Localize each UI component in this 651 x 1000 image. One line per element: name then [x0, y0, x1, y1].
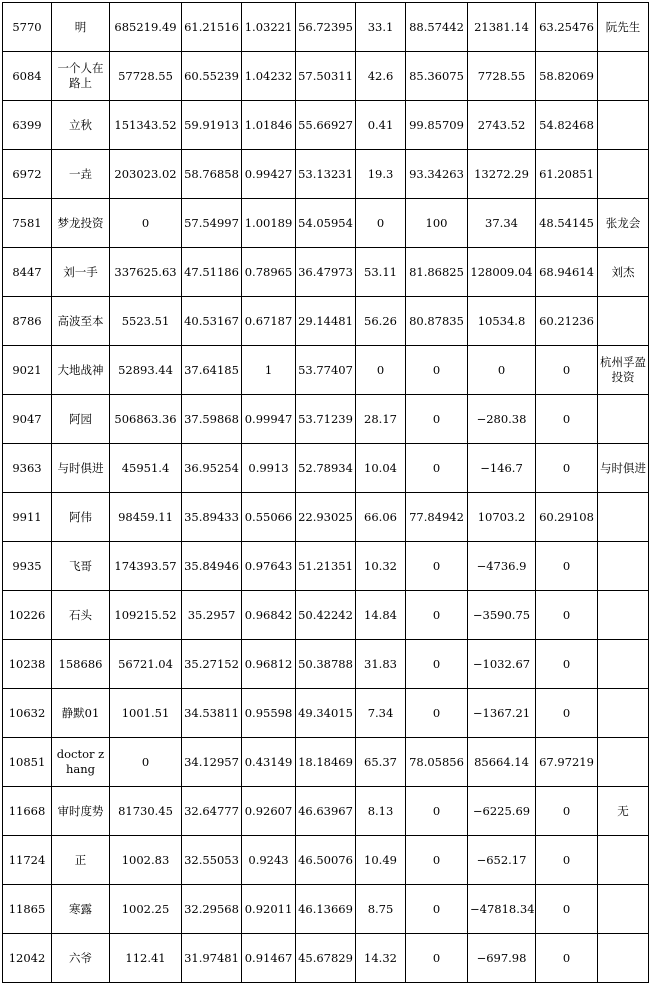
id-cell: 10238: [3, 640, 52, 689]
value-cell: 1002.83: [110, 836, 182, 885]
table-row: [3, 689, 649, 738]
profit-cell: 13272.29: [468, 150, 536, 199]
profit-cell: −652.17: [468, 836, 536, 885]
note-cell: [598, 52, 649, 101]
id-cell: 9363: [3, 444, 52, 493]
note-cell: [598, 738, 649, 787]
note-cell: [598, 885, 649, 934]
index-cell: 0: [536, 836, 598, 885]
id-cell: 9047: [3, 395, 52, 444]
pct-cell: 52.78934: [296, 444, 356, 493]
rate-cell: 19.3: [356, 150, 406, 199]
score-cell: 31.97481: [182, 934, 242, 983]
note-cell: [598, 297, 649, 346]
profit-cell: 2743.52: [468, 101, 536, 150]
pct-cell: 50.38788: [296, 640, 356, 689]
ratio-cell: 0.99947: [242, 395, 296, 444]
note-cell: [598, 542, 649, 591]
pct-cell: 18.18469: [296, 738, 356, 787]
table-row: [3, 52, 649, 101]
percent-cell: 99.85709: [406, 101, 468, 150]
note-cell: 刘杰: [598, 248, 649, 297]
percent-cell: 0: [406, 885, 468, 934]
percent-cell: 0: [406, 346, 468, 395]
table-row: [3, 101, 649, 150]
profit-cell: −1367.21: [468, 689, 536, 738]
rate-cell: 66.06: [356, 493, 406, 542]
percent-cell: 85.36075: [406, 52, 468, 101]
pct-cell: 46.13669: [296, 885, 356, 934]
score-cell: 58.76858: [182, 150, 242, 199]
percent-cell: 81.86825: [406, 248, 468, 297]
note-cell: [598, 101, 649, 150]
id-cell: 11724: [3, 836, 52, 885]
score-cell: 32.29568: [182, 885, 242, 934]
rate-cell: 8.13: [356, 787, 406, 836]
rate-cell: 0: [356, 346, 406, 395]
id-cell: 8786: [3, 297, 52, 346]
data-table: [2, 2, 649, 983]
id-cell: 5770: [3, 3, 52, 52]
score-cell: 59.91913: [182, 101, 242, 150]
note-cell: [598, 934, 649, 983]
name-cell: 一个人在路上: [52, 52, 110, 101]
score-cell: 34.12957: [182, 738, 242, 787]
rate-cell: 31.83: [356, 640, 406, 689]
value-cell: 109215.52: [110, 591, 182, 640]
value-cell: 5523.51: [110, 297, 182, 346]
ratio-cell: 0.55066: [242, 493, 296, 542]
name-cell: 大地战神: [52, 346, 110, 395]
rate-cell: 42.6: [356, 52, 406, 101]
profit-cell: −4736.9: [468, 542, 536, 591]
profit-cell: −47818.34: [468, 885, 536, 934]
ratio-cell: 0.9913: [242, 444, 296, 493]
note-cell: [598, 689, 649, 738]
name-cell: doctor zhang: [52, 738, 110, 787]
ratio-cell: 0.96842: [242, 591, 296, 640]
pct-cell: 53.13231: [296, 150, 356, 199]
percent-cell: 0: [406, 444, 468, 493]
name-cell: 静默01: [52, 689, 110, 738]
profit-cell: 128009.04: [468, 248, 536, 297]
note-cell: 张龙会: [598, 199, 649, 248]
index-cell: 0: [536, 542, 598, 591]
value-cell: 52893.44: [110, 346, 182, 395]
table-row: [3, 591, 649, 640]
score-cell: 37.64185: [182, 346, 242, 395]
note-cell: 无: [598, 787, 649, 836]
index-cell: 0: [536, 640, 598, 689]
ratio-cell: 0.9243: [242, 836, 296, 885]
name-cell: 阿伟: [52, 493, 110, 542]
value-cell: 1001.51: [110, 689, 182, 738]
score-cell: 47.51186: [182, 248, 242, 297]
rate-cell: 14.84: [356, 591, 406, 640]
table-row: [3, 297, 649, 346]
id-cell: 10632: [3, 689, 52, 738]
ratio-cell: 1.00189: [242, 199, 296, 248]
name-cell: 石头: [52, 591, 110, 640]
value-cell: 685219.49: [110, 3, 182, 52]
value-cell: 56721.04: [110, 640, 182, 689]
name-cell: 刘一手: [52, 248, 110, 297]
rate-cell: 56.26: [356, 297, 406, 346]
index-cell: 0: [536, 787, 598, 836]
index-cell: 0: [536, 885, 598, 934]
pct-cell: 51.21351: [296, 542, 356, 591]
rate-cell: 7.34: [356, 689, 406, 738]
score-cell: 37.59868: [182, 395, 242, 444]
id-cell: 6399: [3, 101, 52, 150]
pct-cell: 57.50311: [296, 52, 356, 101]
pct-cell: 46.63967: [296, 787, 356, 836]
score-cell: 57.54997: [182, 199, 242, 248]
profit-cell: 10703.2: [468, 493, 536, 542]
profit-cell: 37.34: [468, 199, 536, 248]
ratio-cell: 0.97643: [242, 542, 296, 591]
index-cell: 60.29108: [536, 493, 598, 542]
value-cell: 57728.55: [110, 52, 182, 101]
ratio-cell: 0.96812: [242, 640, 296, 689]
value-cell: 506863.36: [110, 395, 182, 444]
percent-cell: 80.87835: [406, 297, 468, 346]
pct-cell: 29.14481: [296, 297, 356, 346]
pct-cell: 55.66927: [296, 101, 356, 150]
index-cell: 54.82468: [536, 101, 598, 150]
note-cell: [598, 640, 649, 689]
ratio-cell: 0.78965: [242, 248, 296, 297]
id-cell: 7581: [3, 199, 52, 248]
name-cell: 寒露: [52, 885, 110, 934]
ratio-cell: 1.01846: [242, 101, 296, 150]
note-cell: 与时俱进: [598, 444, 649, 493]
table-row: [3, 150, 649, 199]
index-cell: 67.97219: [536, 738, 598, 787]
value-cell: 0: [110, 199, 182, 248]
rate-cell: 10.32: [356, 542, 406, 591]
score-cell: 35.84946: [182, 542, 242, 591]
pct-cell: 56.72395: [296, 3, 356, 52]
score-cell: 35.27152: [182, 640, 242, 689]
table-row: [3, 444, 649, 493]
pct-cell: 49.34015: [296, 689, 356, 738]
percent-cell: 0: [406, 934, 468, 983]
score-cell: 36.95254: [182, 444, 242, 493]
table-row: [3, 885, 649, 934]
profit-cell: −697.98: [468, 934, 536, 983]
rate-cell: 8.75: [356, 885, 406, 934]
pct-cell: 53.77407: [296, 346, 356, 395]
name-cell: 高波至本: [52, 297, 110, 346]
score-cell: 35.89433: [182, 493, 242, 542]
index-cell: 0: [536, 934, 598, 983]
name-cell: 六爷: [52, 934, 110, 983]
percent-cell: 0: [406, 640, 468, 689]
ratio-cell: 1.04232: [242, 52, 296, 101]
index-cell: 0: [536, 395, 598, 444]
name-cell: 一垚: [52, 150, 110, 199]
score-cell: 35.2957: [182, 591, 242, 640]
id-cell: 8447: [3, 248, 52, 297]
id-cell: 6972: [3, 150, 52, 199]
profit-cell: 7728.55: [468, 52, 536, 101]
profit-cell: 85664.14: [468, 738, 536, 787]
table-row: [3, 738, 649, 787]
value-cell: 203023.02: [110, 150, 182, 199]
id-cell: 9935: [3, 542, 52, 591]
index-cell: 63.25476: [536, 3, 598, 52]
pct-cell: 50.42242: [296, 591, 356, 640]
score-cell: 40.53167: [182, 297, 242, 346]
value-cell: 174393.57: [110, 542, 182, 591]
score-cell: 34.53811: [182, 689, 242, 738]
name-cell: 阿园: [52, 395, 110, 444]
rate-cell: 0.41: [356, 101, 406, 150]
ratio-cell: 1.03221: [242, 3, 296, 52]
profit-cell: 10534.8: [468, 297, 536, 346]
percent-cell: 0: [406, 689, 468, 738]
rate-cell: 0: [356, 199, 406, 248]
profit-cell: −1032.67: [468, 640, 536, 689]
table-body: [3, 3, 649, 983]
name-cell: 正: [52, 836, 110, 885]
name-cell: 明: [52, 3, 110, 52]
ratio-cell: 0.99427: [242, 150, 296, 199]
pct-cell: 53.71239: [296, 395, 356, 444]
name-cell: 158686: [52, 640, 110, 689]
percent-cell: 77.84942: [406, 493, 468, 542]
value-cell: 112.41: [110, 934, 182, 983]
table-row: [3, 836, 649, 885]
note-cell: [598, 591, 649, 640]
id-cell: 12042: [3, 934, 52, 983]
pct-cell: 46.50076: [296, 836, 356, 885]
profit-cell: 0: [468, 346, 536, 395]
index-cell: 0: [536, 591, 598, 640]
score-cell: 32.64777: [182, 787, 242, 836]
id-cell: 11668: [3, 787, 52, 836]
index-cell: 48.54145: [536, 199, 598, 248]
name-cell: 与时俱进: [52, 444, 110, 493]
table-row: [3, 199, 649, 248]
note-cell: [598, 836, 649, 885]
rate-cell: 53.11: [356, 248, 406, 297]
index-cell: 0: [536, 689, 598, 738]
percent-cell: 100: [406, 199, 468, 248]
note-cell: 阮先生: [598, 3, 649, 52]
table-row: [3, 3, 649, 52]
value-cell: 337625.63: [110, 248, 182, 297]
table-row: [3, 395, 649, 444]
ratio-cell: 0.92011: [242, 885, 296, 934]
percent-cell: 93.34263: [406, 150, 468, 199]
percent-cell: 88.57442: [406, 3, 468, 52]
ratio-cell: 1: [242, 346, 296, 395]
percent-cell: 0: [406, 836, 468, 885]
index-cell: 60.21236: [536, 297, 598, 346]
value-cell: 98459.11: [110, 493, 182, 542]
ratio-cell: 0.95598: [242, 689, 296, 738]
table-row: [3, 542, 649, 591]
percent-cell: 0: [406, 591, 468, 640]
value-cell: 0: [110, 738, 182, 787]
note-cell: [598, 150, 649, 199]
profit-cell: −146.7: [468, 444, 536, 493]
profit-cell: −280.38: [468, 395, 536, 444]
percent-cell: 0: [406, 395, 468, 444]
index-cell: 0: [536, 346, 598, 395]
name-cell: 梦龙投资: [52, 199, 110, 248]
table-row: [3, 934, 649, 983]
pct-cell: 45.67829: [296, 934, 356, 983]
index-cell: 68.94614: [536, 248, 598, 297]
table-row: [3, 640, 649, 689]
index-cell: 61.20851: [536, 150, 598, 199]
score-cell: 60.55239: [182, 52, 242, 101]
id-cell: 11865: [3, 885, 52, 934]
table-row: [3, 493, 649, 542]
name-cell: 立秋: [52, 101, 110, 150]
rate-cell: 10.49: [356, 836, 406, 885]
rate-cell: 65.37: [356, 738, 406, 787]
percent-cell: 0: [406, 542, 468, 591]
rate-cell: 10.04: [356, 444, 406, 493]
note-cell: [598, 395, 649, 444]
pct-cell: 36.47973: [296, 248, 356, 297]
id-cell: 6084: [3, 52, 52, 101]
rate-cell: 33.1: [356, 3, 406, 52]
value-cell: 45951.4: [110, 444, 182, 493]
index-cell: 58.82069: [536, 52, 598, 101]
name-cell: 审时度势: [52, 787, 110, 836]
profit-cell: −3590.75: [468, 591, 536, 640]
percent-cell: 78.05856: [406, 738, 468, 787]
table-row: [3, 787, 649, 836]
note-cell: 杭州孚盈投资: [598, 346, 649, 395]
rate-cell: 28.17: [356, 395, 406, 444]
table-row: [3, 346, 649, 395]
percent-cell: 0: [406, 787, 468, 836]
id-cell: 10226: [3, 591, 52, 640]
note-cell: [598, 493, 649, 542]
ratio-cell: 0.67187: [242, 297, 296, 346]
ratio-cell: 0.91467: [242, 934, 296, 983]
score-cell: 32.55053: [182, 836, 242, 885]
value-cell: 151343.52: [110, 101, 182, 150]
id-cell: 10851: [3, 738, 52, 787]
score-cell: 61.21516: [182, 3, 242, 52]
value-cell: 1002.25: [110, 885, 182, 934]
ratio-cell: 0.43149: [242, 738, 296, 787]
id-cell: 9021: [3, 346, 52, 395]
value-cell: 81730.45: [110, 787, 182, 836]
profit-cell: −6225.69: [468, 787, 536, 836]
ratio-cell: 0.92607: [242, 787, 296, 836]
name-cell: 飞哥: [52, 542, 110, 591]
pct-cell: 54.05954: [296, 199, 356, 248]
profit-cell: 21381.14: [468, 3, 536, 52]
pct-cell: 22.93025: [296, 493, 356, 542]
rate-cell: 14.32: [356, 934, 406, 983]
id-cell: 9911: [3, 493, 52, 542]
index-cell: 0: [536, 444, 598, 493]
table-row: [3, 248, 649, 297]
